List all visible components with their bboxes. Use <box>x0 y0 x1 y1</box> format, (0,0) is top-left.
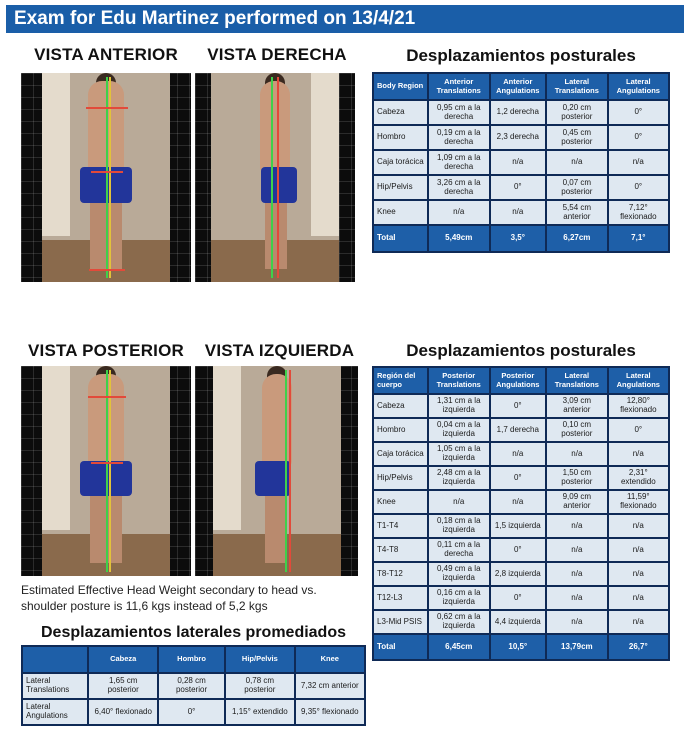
table2-header: Posterior Angulations <box>491 368 546 393</box>
table-cell: 0,11 cm a la derecha <box>429 539 489 561</box>
table-cell: Hip/Pelvis <box>374 467 427 489</box>
table-cell: Total <box>374 226 427 251</box>
table-cell: 0,16 cm a la izquierda <box>429 587 489 609</box>
table-row <box>374 611 668 633</box>
table-cell: n/a <box>547 611 607 633</box>
anterior-posture-photo <box>21 73 191 282</box>
table-cell: 6,27cm <box>547 226 607 251</box>
table-cell: 0° <box>609 419 668 441</box>
table-cell: 0,18 cm a la izquierda <box>429 515 489 537</box>
table-cell: 9,35° flexionado <box>296 700 364 724</box>
head-weight-note: Estimated Effective Head Weight secondary to head vs. shoulder posture is 11,6 kgs instead of 5,2 kgs <box>21 583 317 613</box>
table-total-row <box>374 226 668 251</box>
table-cell: n/a <box>491 201 546 224</box>
table-cell: Total <box>374 635 427 659</box>
table-cell: 0,10 cm posterior <box>547 419 607 441</box>
table-cell: 6,45cm <box>429 635 489 659</box>
table-row <box>374 101 668 124</box>
table-cell: 11,59° flexionado <box>609 491 668 513</box>
left-side-posture-photo <box>195 366 358 576</box>
table-cell: 4,4 izquierda <box>491 611 546 633</box>
table-cell: 1,05 cm a la izquierda <box>429 443 489 465</box>
table-cell: n/a <box>609 587 668 609</box>
view-title-derecha: VISTA DERECHA <box>207 45 347 64</box>
table-cell: Cabeza <box>374 101 427 124</box>
table2-header: Lateral Translations <box>547 368 607 393</box>
table-cell: n/a <box>547 587 607 609</box>
table1-header: Lateral Translations <box>547 74 607 99</box>
table-cell: Caja torácica <box>374 151 427 174</box>
table-cell: 1,31 cm a la izquierda <box>429 395 489 417</box>
table-row <box>374 539 668 561</box>
table-cell: T12-L3 <box>374 587 427 609</box>
table-row <box>374 515 668 537</box>
table-row <box>23 674 364 698</box>
table-cell: 0,95 cm a la derecha <box>429 101 489 124</box>
table-row <box>374 443 668 465</box>
table-cell: L3-Mid PSIS <box>374 611 427 633</box>
table1-header: Anterior Translations <box>429 74 489 99</box>
table-cell: Knee <box>374 201 427 224</box>
table-cell: 0° <box>491 539 546 561</box>
table2-title: Desplazamientos posturales <box>406 341 636 360</box>
table-cell: 0,04 cm a la izquierda <box>429 419 489 441</box>
table-cell: 12,80° flexionado <box>609 395 668 417</box>
table-cell: 1,2 derecha <box>491 101 546 124</box>
table-cell: n/a <box>609 515 668 537</box>
table-cell: 5,49cm <box>429 226 489 251</box>
table3-header <box>23 647 87 672</box>
table-cell: T4-T8 <box>374 539 427 561</box>
table-cell: 0° <box>609 126 668 149</box>
table-cell: 1,09 cm a la derecha <box>429 151 489 174</box>
posterior-lateral-displacement-table <box>372 366 670 661</box>
table-cell: 3,26 cm a la derecha <box>429 176 489 199</box>
right-side-posture-photo <box>195 73 355 282</box>
table-cell: 1,5 izquierda <box>491 515 546 537</box>
table-cell: 7,1° <box>609 226 668 251</box>
table1-header: Body Region <box>374 74 427 99</box>
table-row <box>374 419 668 441</box>
table-cell: n/a <box>491 443 546 465</box>
table-cell: 0° <box>491 467 546 489</box>
table-cell: 10,5° <box>491 635 546 659</box>
table-cell: 1,15° extendido <box>226 700 293 724</box>
table-row <box>374 126 668 149</box>
view-title-anterior: VISTA ANTERIOR <box>34 45 178 64</box>
table-cell: n/a <box>547 563 607 585</box>
table-cell: Lateral Translations <box>23 674 87 698</box>
table-cell: 1,65 cm posterior <box>89 674 156 698</box>
table2-header: Región del cuerpo <box>374 368 427 393</box>
table-cell: 3,09 cm anterior <box>547 395 607 417</box>
exam-title: Exam for Edu Martinez performed on 13/4/21 <box>14 8 416 29</box>
table-cell: 0,45 cm posterior <box>547 126 607 149</box>
table-cell: 2,48 cm a la izquierda <box>429 467 489 489</box>
averaged-lateral-displacement-table <box>21 645 366 726</box>
table-cell: 0,62 cm a la izquierda <box>429 611 489 633</box>
table-cell: 0,07 cm posterior <box>547 176 607 199</box>
view-title-izquierda: VISTA IZQUIERDA <box>204 341 355 360</box>
table-cell: Hombro <box>374 126 427 149</box>
table-cell: n/a <box>491 151 546 174</box>
table-cell: Hip/Pelvis <box>374 176 427 199</box>
table-cell: Caja torácica <box>374 443 427 465</box>
table-cell: 7,32 cm anterior <box>296 674 364 698</box>
table-cell: Cabeza <box>374 395 427 417</box>
table-cell: 5,54 cm anterior <box>547 201 607 224</box>
table-cell: 0° <box>491 587 546 609</box>
table-cell: n/a <box>609 611 668 633</box>
table-row <box>374 491 668 513</box>
table-cell: 0° <box>491 176 546 199</box>
table-row <box>374 395 668 417</box>
table-cell: n/a <box>609 443 668 465</box>
table-cell: 9,09 cm anterior <box>547 491 607 513</box>
table-row <box>374 587 668 609</box>
table-cell: 0,20 cm posterior <box>547 101 607 124</box>
table-cell: n/a <box>547 443 607 465</box>
table-cell: 0° <box>491 395 546 417</box>
table-total-row <box>374 635 668 659</box>
posterior-posture-photo <box>21 366 191 576</box>
table3-header: Hombro <box>159 647 224 672</box>
table1-title: Desplazamientos posturales <box>406 46 636 65</box>
table-row <box>374 563 668 585</box>
table-row <box>374 151 668 174</box>
table-cell: 0,49 cm a la izquierda <box>429 563 489 585</box>
table-cell: T1-T4 <box>374 515 427 537</box>
table3-title: Desplazamientos laterales promediados <box>41 624 346 641</box>
exam-header <box>6 5 684 33</box>
table-cell: n/a <box>609 563 668 585</box>
table-cell: 0° <box>609 176 668 199</box>
table1-header: Lateral Angulations <box>609 74 668 99</box>
table-cell: n/a <box>609 151 668 174</box>
table-cell: n/a <box>491 491 546 513</box>
table-cell: 26,7° <box>609 635 668 659</box>
table-cell: 13,79cm <box>547 635 607 659</box>
table3-header: Cabeza <box>89 647 156 672</box>
table-cell: 1,7 derecha <box>491 419 546 441</box>
table2-header: Lateral Angulations <box>609 368 668 393</box>
table-row <box>374 201 668 224</box>
table-cell: Knee <box>374 491 427 513</box>
table-cell: 3,5° <box>491 226 546 251</box>
table-cell: Hombro <box>374 419 427 441</box>
table1-header: Anterior Angulations <box>491 74 546 99</box>
table-cell: 7,12° flexionado <box>609 201 668 224</box>
table3-header: Hip/Pelvis <box>226 647 293 672</box>
table-cell: n/a <box>429 491 489 513</box>
table-row <box>374 467 668 489</box>
table-cell: 1,50 cm posterior <box>547 467 607 489</box>
table-cell: n/a <box>609 539 668 561</box>
table-cell: 0,19 cm a la derecha <box>429 126 489 149</box>
table-cell: Lateral Angulations <box>23 700 87 724</box>
table-cell: 2,31° extendido <box>609 467 668 489</box>
table-cell: 0° <box>609 101 668 124</box>
table-cell: T8-T12 <box>374 563 427 585</box>
table-row <box>23 700 364 724</box>
view-title-posterior: VISTA POSTERIOR <box>27 341 185 360</box>
table-cell: 2,3 derecha <box>491 126 546 149</box>
table-cell: n/a <box>547 515 607 537</box>
anterior-lateral-displacement-table <box>372 72 670 253</box>
table3-header: Knee <box>296 647 364 672</box>
table-cell: n/a <box>547 539 607 561</box>
table-cell: 6,40° flexionado <box>89 700 156 724</box>
table2-header: Posterior Translations <box>429 368 489 393</box>
table-row <box>374 176 668 199</box>
table-cell: 2,8 izquierda <box>491 563 546 585</box>
table-cell: 0° <box>159 700 224 724</box>
table-cell: 0,28 cm posterior <box>159 674 224 698</box>
table-cell: n/a <box>429 201 489 224</box>
table-cell: 0,78 cm posterior <box>226 674 293 698</box>
table-cell: n/a <box>547 151 607 174</box>
